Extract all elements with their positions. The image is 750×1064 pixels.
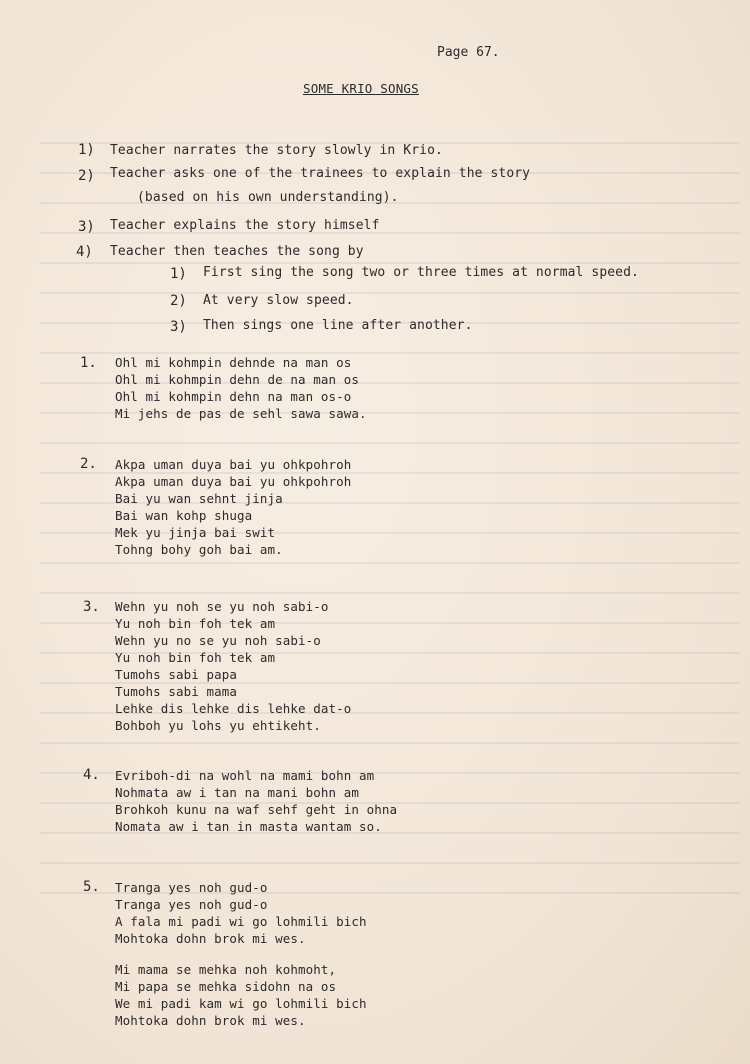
lyric-line: Mi jehs de pas de sehl sawa sawa. [115,406,367,421]
lyric-line: Ohl mi kohmpin dehn na man os-o [115,389,352,404]
song-number: 3. [83,599,100,615]
lyric-line: Evriboh-di na wohl na mami bohn am [115,768,375,783]
song-lyrics [115,456,351,558]
substep-text: First sing the song two or three times at normal speed. [203,265,639,280]
lyric-line: Tumohs sabi mama [115,684,238,699]
substep-number: 3) [170,319,187,335]
lyric-line: Mek yu jinja bai swit [115,525,276,540]
song-lyrics [115,354,367,422]
song-number: 2. [80,456,97,472]
lyric-line: Akpa uman duya bai yu ohkpohroh [115,457,352,472]
lyric-line: Tohng bohy goh bai am. [115,542,283,557]
lyric-line: Nomata aw i tan in masta wantam so. [115,819,382,834]
lyric-line: Bai yu wan sehnt jinja [115,491,283,506]
song-number: 1. [80,355,97,371]
step-continuation: (based on his own understanding). [137,190,399,205]
song-number: 5. [83,879,100,895]
substep-number: 1) [170,266,187,282]
lyric-line: Mohtoka dohn brok mi wes. [115,1013,306,1028]
step-text: Teacher narrates the story slowly in Krio. [110,143,443,158]
lyric-line: Bohboh yu lohs yu ehtikeht. [115,718,321,733]
lyric-line: Ohl mi kohmpin dehnde na man os [115,355,352,370]
step-number: 2) [78,168,95,184]
lyric-line: Brohkoh kunu na waf sehf geht in ohna [115,802,398,817]
page-number: Page 67. [437,45,500,60]
lyric-line: Yu noh bin foh tek am [115,650,276,665]
substep-text: Then sings one line after another. [203,318,473,333]
lyric-line: Mohtoka dohn brok mi wes. [115,931,306,946]
song-number: 4. [83,767,100,783]
lyric-line: A fala mi padi wi go lohmili bich [115,914,367,929]
lyric-line: Akpa uman duya bai yu ohkpohroh [115,474,352,489]
song-lyrics [115,598,351,734]
step-number: 4) [76,244,93,260]
step-text: Teacher explains the story himself [110,218,380,233]
lyric-line: Mi mama se mehka noh kohmoht, [115,962,337,977]
lyric-line: Tumohs sabi papa [115,667,238,682]
page-title: SOME KRIO SONGS [303,81,419,96]
lyric-line: We mi padi kam wi go lohmili bich [115,996,367,1011]
step-text: Teacher asks one of the trainees to explain the story [110,166,531,181]
step-number: 3) [78,219,95,235]
lyric-line: Lehke dis lehke dis lehke dat-o [115,701,352,716]
song-lyrics [115,879,367,1029]
lyric-line: Bai wan kohp shuga [115,508,253,523]
lyric-line: Tranga yes noh gud-o [115,880,268,895]
lyric-line: Yu noh bin foh tek am [115,616,276,631]
step-text: Teacher then teaches the song by [110,244,364,259]
lyric-line: Mi papa se mehka sidohn na os [115,979,337,994]
lyric-line: Wehn yu noh se yu noh sabi-o [115,599,329,614]
lyric-line: Nohmata aw i tan na mani bohn am [115,785,360,800]
lyric-line: Wehn yu no se yu noh sabi-o [115,633,321,648]
stanza [115,961,367,1029]
substep-number: 2) [170,293,187,309]
substep-text: At very slow speed. [203,293,354,308]
step-number: 1) [78,142,95,158]
lyric-line: Ohl mi kohmpin dehn de na man os [115,372,360,387]
song-lyrics [115,767,397,835]
lyric-line: Tranga yes noh gud-o [115,897,268,912]
